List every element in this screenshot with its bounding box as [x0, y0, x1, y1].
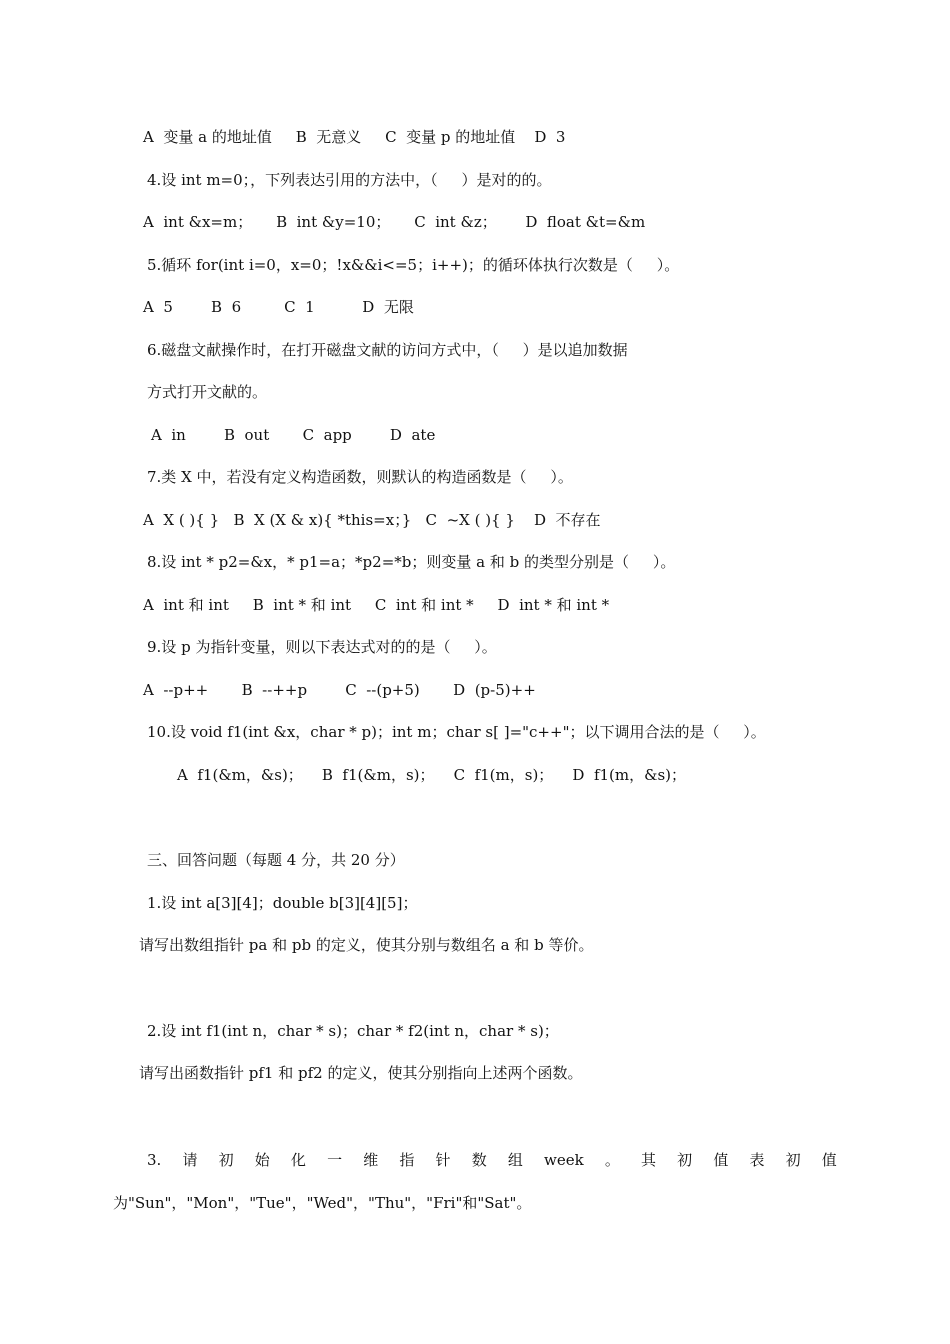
s3-q2-text: 2.设 int f1(int n，char * s)；char * f2(int n，char * s)；	[147, 1022, 559, 1040]
s3-q3-token: 维	[363, 1151, 379, 1169]
q5-text: 5.循环 for(int i=0，x=0；!x&&i<=5；i++)；的循环体执行次数是（ ）。	[147, 256, 680, 274]
s3-q3-token: 指	[399, 1151, 415, 1169]
s3-q3-token: 。	[604, 1151, 620, 1169]
s3-q3-token: 其	[641, 1151, 657, 1169]
q6-options: A in B out C app D ate	[151, 426, 436, 444]
s3-q3-line1	[147, 1150, 837, 1170]
s3-q1-ask: 请写出数组指针 pa 和 pb 的定义，使其分别与数组名 a 和 b 等价。	[139, 936, 594, 954]
s3-q3-token: 表	[749, 1151, 765, 1169]
s3-q3-text-line2: 为"Sun"，"Mon"，"Tue"，"Wed"，"Thu"，"Fri"和"Sat"。	[113, 1194, 532, 1212]
s3-q3-token: 化	[290, 1151, 306, 1169]
q6-text-line2: 方式打开文献的。	[147, 383, 268, 401]
q10-text: 10.设 void f1(int &x，char * p)；int m；char s[ ]="c++"；以下调用合法的是（ ）。	[147, 723, 766, 741]
q8-options: A int 和 int B int * 和 int C int 和 int * D int * 和 int *	[143, 596, 610, 614]
q7-options: A X ( ){ } B X (X & x){ *this=x；} C ~X ( ){ } D 不存在	[143, 511, 601, 529]
section-3-heading: 三、回答问题（每题 4 分，共 20 分）	[147, 851, 405, 869]
s3-q3-token: 3.	[147, 1151, 162, 1169]
q9-options: A --p++ B --++p C --(p+5) D (p-5)++	[143, 681, 536, 699]
s3-q1-text: 1.设 int a[3][4]；double b[3][4][5]；	[147, 894, 418, 912]
s3-q2-ask: 请写出函数指针 pf1 和 pf2 的定义，使其分别指向上述两个函数。	[139, 1064, 583, 1082]
s3-q3-token: 值	[821, 1151, 837, 1169]
q5-options: A 5 B 6 C 1 D 无限	[143, 298, 414, 316]
s3-q3-token: 初	[218, 1151, 234, 1169]
s3-q3-token: 请	[182, 1151, 198, 1169]
q9-text: 9.设 p 为指针变量，则以下表达式对的的是（ ）。	[147, 638, 497, 656]
q8-text: 8.设 int * p2=&x，* p1=a；*p2=*b；则变量 a 和 b 的类型分别是（ ）。	[147, 553, 676, 571]
s3-q3-token: 组	[507, 1151, 523, 1169]
q4-options: A int &x=m； B int &y=10； C int &z； D float &t=&m	[143, 213, 646, 231]
s3-q3-token: 初	[677, 1151, 693, 1169]
s3-q3-token: week	[544, 1151, 584, 1169]
s3-q3-token: 一	[327, 1151, 343, 1169]
s3-q3-token: 值	[713, 1151, 729, 1169]
q3-options: A 变量 a 的地址值 B 无意义 C 变量 p 的地址值 D 3	[143, 128, 566, 146]
s3-q3-token: 始	[254, 1151, 270, 1169]
q7-text: 7.类 X 中，若没有定义构造函数，则默认的构造函数是（ ）。	[147, 468, 573, 486]
s3-q3-token: 数	[471, 1151, 487, 1169]
q10-options: A f1(&m，&s)； B f1(&m，s)； C f1(m，s)； D f1(m，&s)；	[177, 766, 687, 784]
q6-text-line1: 6.磁盘文献操作时，在打开磁盘文献的访问方式中，（ ）是以追加数据	[147, 341, 628, 359]
q4-text: 4.设 int m=0；，下列表达引用的方法中，（ ）是对的的。	[147, 171, 552, 189]
s3-q3-token: 针	[435, 1151, 451, 1169]
s3-q3-token: 初	[785, 1151, 801, 1169]
